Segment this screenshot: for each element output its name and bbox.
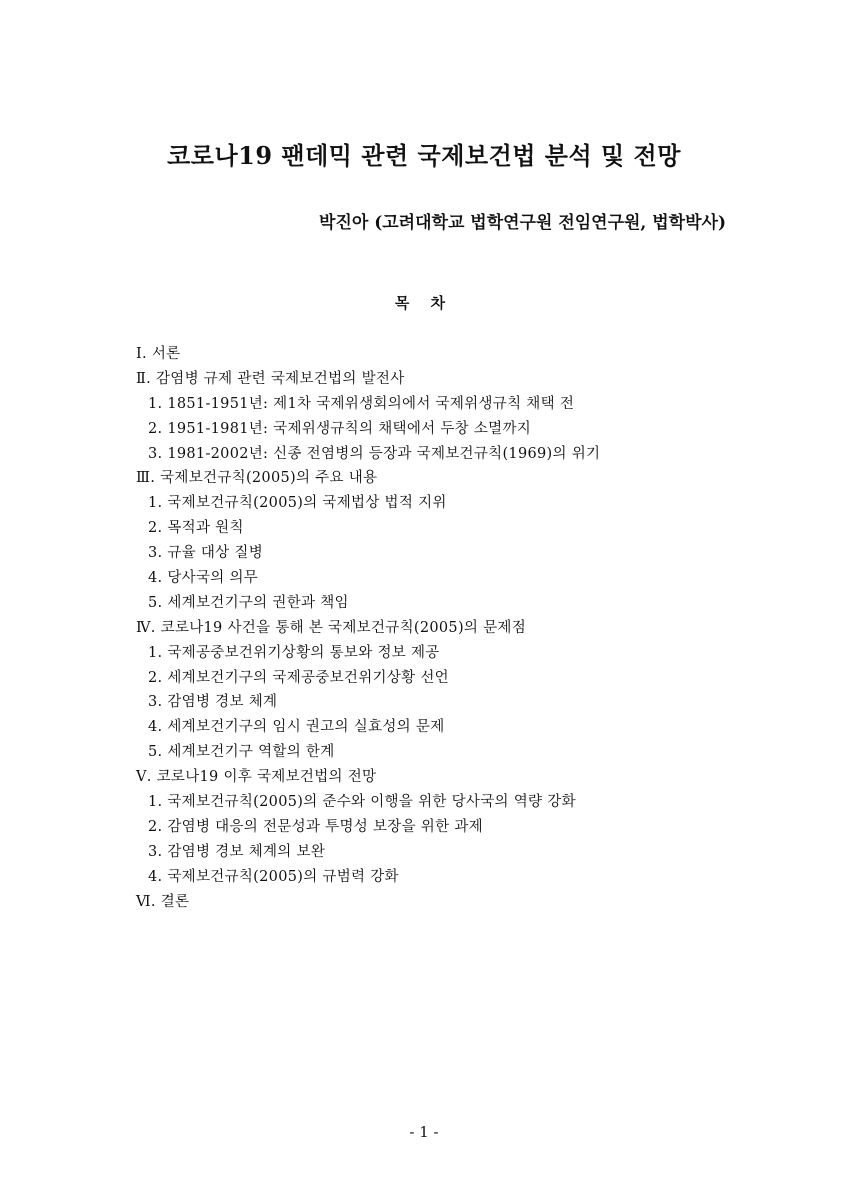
toc-section-item: Ⅴ. 코로나19 이후 국제보건법의 전망	[136, 769, 377, 786]
toc-subsection-item: 4. 세계보건기구의 임시 권고의 실효성의 문제	[148, 719, 445, 736]
toc-section-item: Ⅱ. 감염병 규제 관련 국제보건법의 발전사	[136, 370, 405, 387]
toc-subsection-item: 4. 국제보건규칙(2005)의 규범력 강화	[148, 868, 399, 885]
toc-subsection-item: 2. 감염병 대응의 전문성과 투명성 보장을 위한 과제	[148, 818, 483, 835]
toc-section-item: Ⅲ. 국제보건규칙(2005)의 주요 내용	[136, 470, 378, 487]
toc-section-item: Ⅰ. 서론	[136, 346, 181, 362]
toc-subsection-item: 3. 감염병 경보 체계	[148, 694, 278, 711]
toc-subsection-item: 5. 세계보건기구의 권한과 책임	[148, 594, 349, 611]
toc-subsection-item: 1. 국제보건규칙(2005)의 준수와 이행을 위한 당사국의 역량 강화	[148, 794, 576, 811]
toc-subsection-item: 5. 세계보건기구 역할의 한계	[148, 744, 335, 761]
toc-subsection-item: 1. 1851-1951년: 제1차 국제위생회의에서 국제위생규칙 채택 전	[148, 395, 575, 412]
toc-subsection-item: 3. 1981-2002년: 신종 전염병의 등장과 국제보건규칙(1969)의 위기	[148, 445, 601, 462]
table-of-contents	[136, 342, 736, 914]
toc-section-item: Ⅳ. 코로나19 사건을 통해 본 국제보건규칙(2005)의 문제점	[136, 619, 527, 636]
toc-subsection-item: 2. 세계보건기구의 국제공중보건위기상황 선언	[148, 669, 449, 686]
author-line: 박진아 (고려대학교 법학연구원 전임연구원, 법학박사)	[319, 213, 726, 233]
toc-subsection-item: 2. 1951-1981년: 국제위생규칙의 채택에서 두창 소멸까지	[148, 420, 532, 437]
toc-heading: 목 차	[394, 294, 454, 312]
toc-subsection-item: 3. 규율 대상 질병	[148, 545, 264, 562]
toc-subsection-item: 2. 목적과 원칙	[148, 520, 244, 537]
toc-subsection-item: 1. 국제보건규칙(2005)의 국제법상 법적 지위	[148, 495, 447, 512]
toc-subsection-item: 4. 당사국의 의무	[148, 570, 259, 587]
document-title: 코로나19 팬데믹 관련 국제보건법 분석 및 전망	[167, 141, 681, 170]
toc-subsection-item: 3. 감염병 경보 체계의 보완	[148, 843, 326, 860]
toc-subsection-item: 1. 국제공중보건위기상황의 통보와 정보 제공	[148, 644, 440, 661]
toc-section-item: Ⅵ. 결론	[136, 893, 190, 910]
page-number: - 1 -	[409, 1123, 439, 1141]
